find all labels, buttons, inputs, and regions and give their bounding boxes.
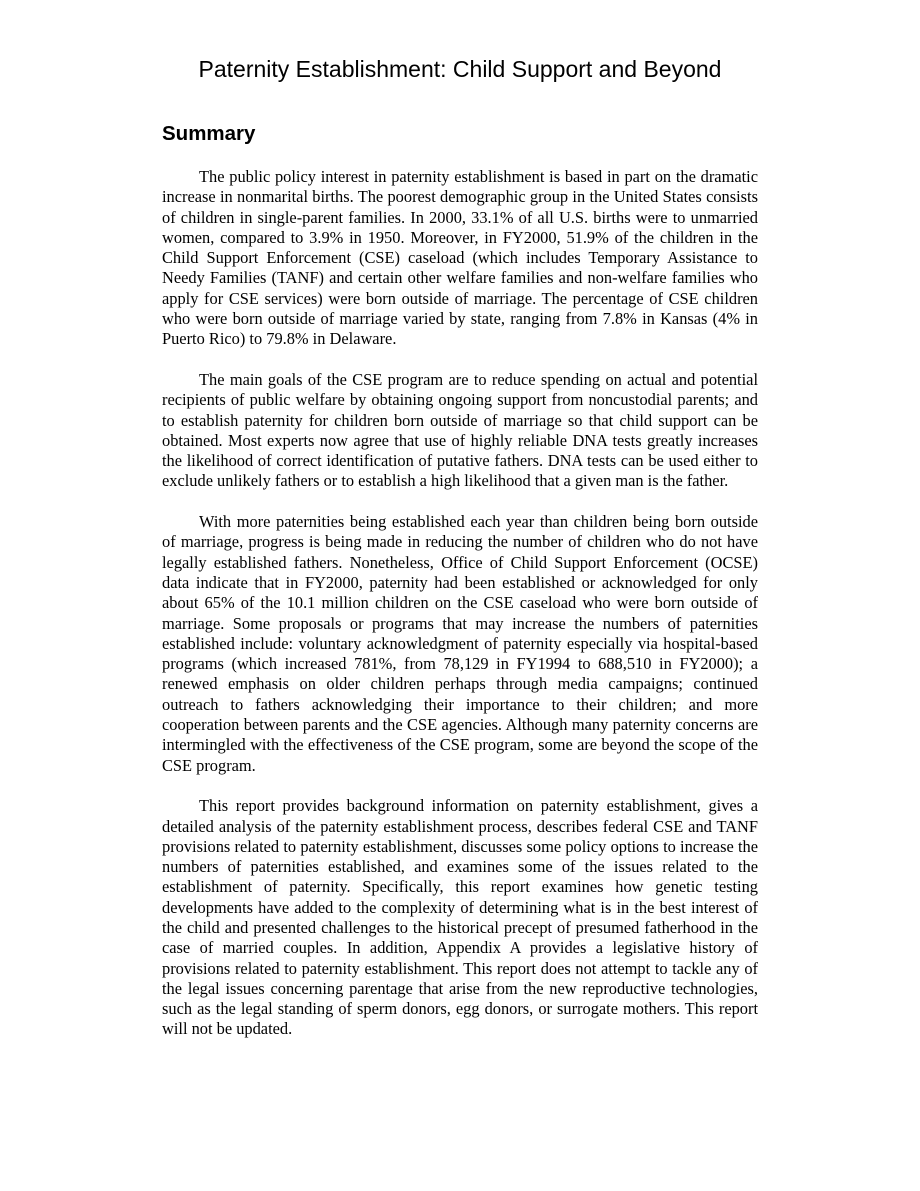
summary-body xyxy=(162,167,758,1060)
paragraph-report-scope: This report provides background information on paternity establishment, gives a detailed analysis of the paternity establishment process, describes federal CSE and TANF provisions related to paternity establishment, discusses some policy options to increase the numbers of paternities established, and examines some of the issues related to the establishment of paternity. Specifically, this report examines how genetic testing developments have added to the complexity of determining what is in the best interest of the child and presented challenges to the historical precept of presumed fatherhood in the case of married couples. In addition, Appendix A provides a legislative history of provisions related to paternity establishment. This report does not attempt to tackle any of the legal issues concerning parentage that arise from the new reproductive technologies, such as the legal standing of sperm donors, egg donors, or surrogate mothers. This report will not be updated. xyxy=(162,796,758,1039)
document-title: Paternity Establishment: Child Support and Beyond xyxy=(198,56,722,82)
paragraph-progress: With more paternities being established each year than children being born outside of marriage, progress is being made in reducing the number of children who do not have legally established fathers. Nonetheless, Office of Child Support Enforcement (OCSE) data indicate that in FY2000, paternity had been established or acknowledged for only about 65% of the 10.1 million children on the CSE caseload who were born outside of marriage. Some proposals or programs that may increase the numbers of paternities established include: voluntary acknowledgment of paternity especially via hospital-based programs (which increased 781%, from 78,129 in FY1994 to 688,510 in FY2000); a renewed emphasis on older children perhaps through media campaigns; continued outreach to fathers acknowledging their importance to their children; and more cooperation between parents and the CSE agencies. Although many paternity concerns are intermingled with the effectiveness of the CSE program, some are beyond the scope of the CSE program. xyxy=(162,512,758,775)
paragraph-cse-goals: The main goals of the CSE program are to reduce spending on actual and potential recipients of public welfare by obtaining ongoing support from noncustodial parents; and to establish paternity for children born outside of marriage so that child support can be obtained. Most experts now agree that use of highly reliable DNA tests greatly increases the likelihood of correct identification of putative fathers. DNA tests can be used either to exclude unlikely fathers or to establish a high likelihood that a given man is the father. xyxy=(162,369,758,491)
section-heading-summary: Summary xyxy=(162,122,256,145)
paragraph-nonmarital-births: The public policy interest in paternity establishment is based in part on the dramatic increase in nonmarital births. The poorest demographic group in the United States consists of children in single-parent families. In 2000, 33.1% of all U.S. births were to unmarried women, compared to 3.9% in 1950. Moreover, in FY2000, 51.9% of the children in the Child Support Enforcement (CSE) caseload (which includes Temporary Assistance to Needy Families (TANF) and certain other welfare families and non-welfare families who apply for CSE services) were born outside of marriage. The percentage of CSE children who were born outside of marriage varied by state, ranging from 7.8% in Kansas (4% in Puerto Rico) to 79.8% in Delaware. xyxy=(162,167,758,349)
